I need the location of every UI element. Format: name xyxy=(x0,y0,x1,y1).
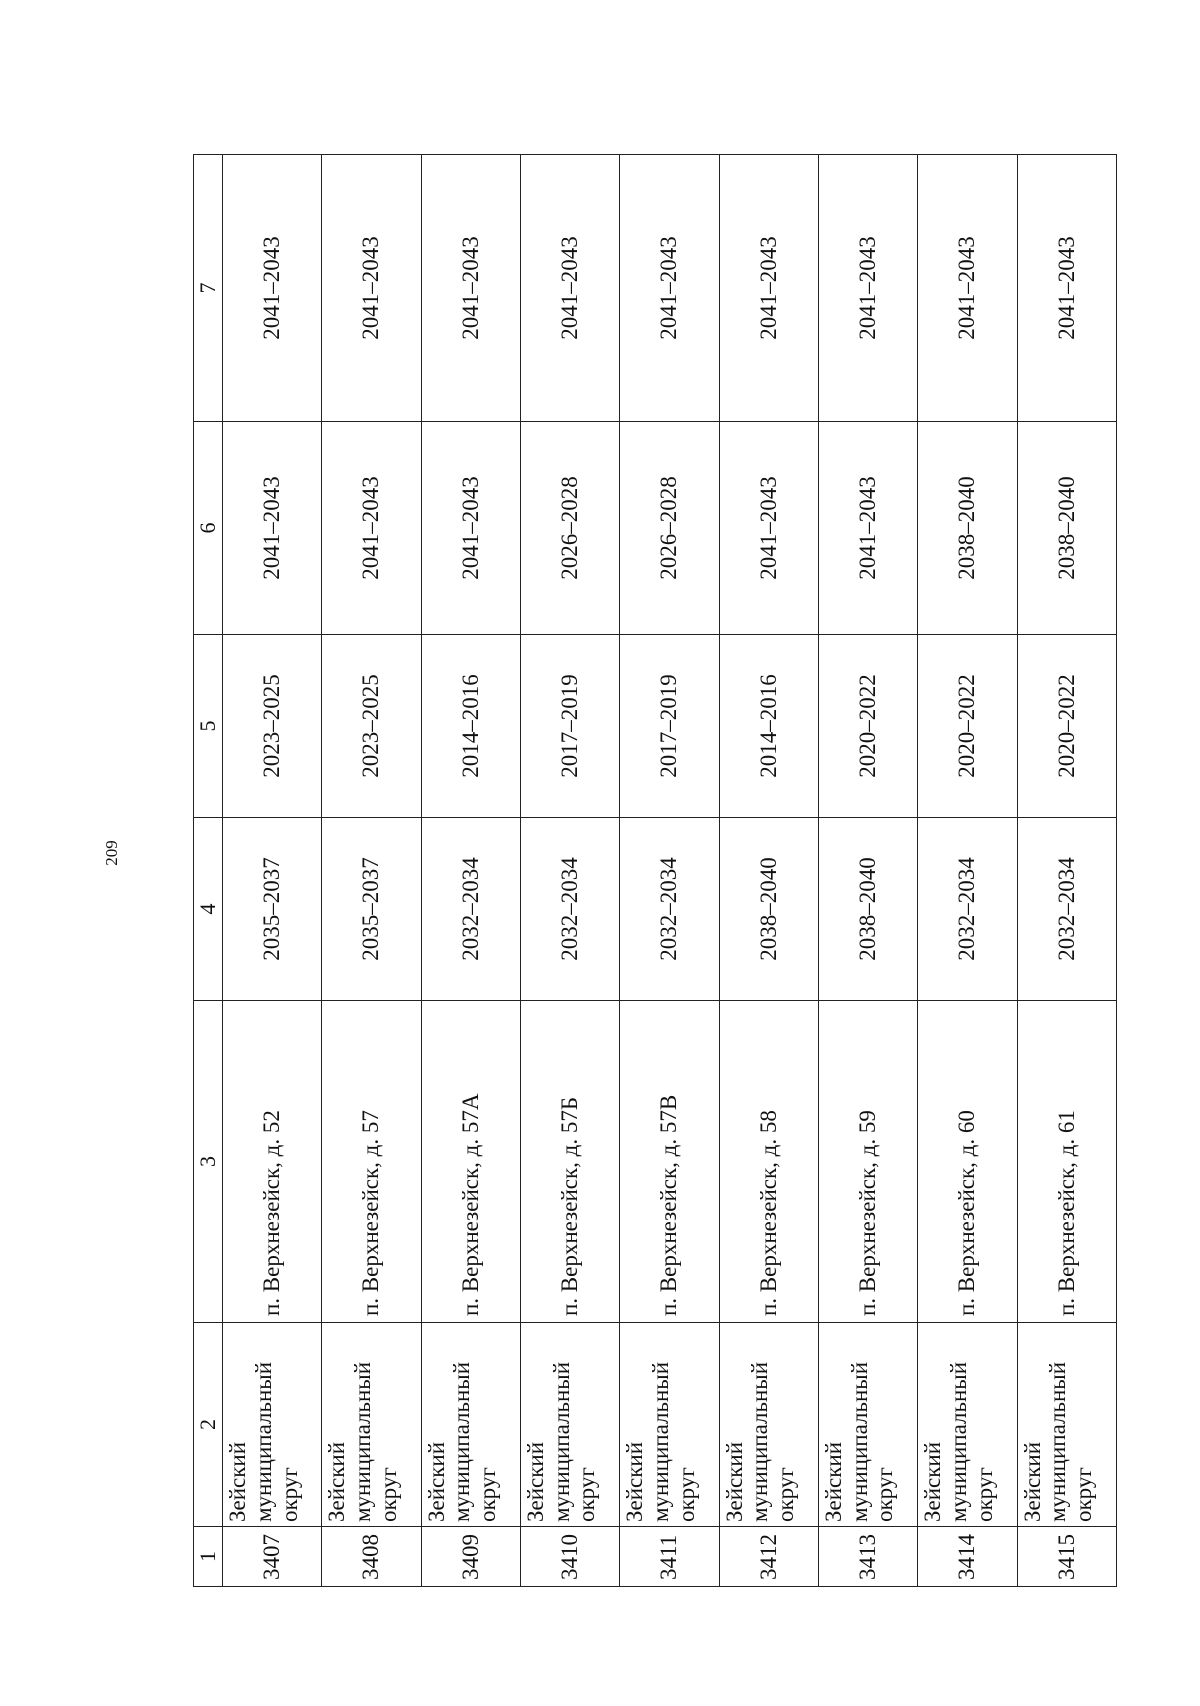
district-cell xyxy=(520,1323,619,1527)
district-line: Зейский xyxy=(225,1441,250,1522)
period-cell-col5: 2017–2019 xyxy=(620,635,719,818)
table-row xyxy=(918,155,1017,1587)
district-cell xyxy=(1017,1323,1116,1527)
period-cell-col6: 2041–2043 xyxy=(719,422,818,635)
period-cell-col7: 2041–2043 xyxy=(223,155,322,422)
district-line: Зейский xyxy=(1019,1441,1045,1522)
district-cell xyxy=(322,1323,421,1527)
period-cell-col6: 2041–2043 xyxy=(322,422,421,635)
district-line: округ xyxy=(276,1467,302,1522)
period-cell-col5: 2023–2025 xyxy=(223,635,322,818)
page-number: 209 xyxy=(102,840,121,866)
district-cell xyxy=(719,1323,818,1527)
district-line: округ xyxy=(375,1467,401,1522)
district-line: муниципальный xyxy=(1045,1361,1071,1522)
district-line: округ xyxy=(574,1467,600,1522)
district-line: муниципальный xyxy=(846,1361,872,1522)
district-cell xyxy=(818,1323,917,1527)
column-header: 5 xyxy=(194,635,223,818)
period-cell-col4: 2038–2040 xyxy=(818,818,917,1001)
address-cell: п. Верхнезейск, д. 59 xyxy=(818,1001,917,1323)
column-header: 2 xyxy=(194,1323,223,1527)
period-cell-col7: 2041–2043 xyxy=(818,155,917,422)
district-line: Зейский xyxy=(622,1441,648,1522)
district-line: муниципальный xyxy=(449,1361,475,1522)
district-line: Зейский xyxy=(721,1441,747,1522)
table-row xyxy=(620,155,719,1587)
table-row xyxy=(818,155,917,1587)
district-cell xyxy=(918,1323,1017,1527)
period-cell-col6: 2026–2028 xyxy=(620,422,719,635)
district-line: округ xyxy=(773,1467,799,1522)
data-table xyxy=(193,154,1117,1587)
row-number-cell: 3412 xyxy=(719,1527,818,1587)
address-cell: п. Верхнезейск, д. 60 xyxy=(918,1001,1017,1323)
period-cell-col5: 2020–2022 xyxy=(818,635,917,818)
table-row xyxy=(421,155,520,1587)
row-number-cell: 3415 xyxy=(1017,1527,1116,1587)
column-header: 4 xyxy=(194,818,223,1001)
row-number-cell: 3414 xyxy=(918,1527,1017,1587)
column-header: 3 xyxy=(194,1001,223,1323)
period-cell-col7: 2041–2043 xyxy=(918,155,1017,422)
period-cell-col5: 2017–2019 xyxy=(520,635,619,818)
district-line: Зейский xyxy=(522,1441,548,1522)
table-row xyxy=(520,155,619,1587)
period-cell-col7: 2041–2043 xyxy=(1017,155,1116,422)
address-cell: п. Верхнезейск, д. 61 xyxy=(1017,1001,1116,1323)
period-cell-col5: 2020–2022 xyxy=(918,635,1017,818)
period-cell-col7: 2041–2043 xyxy=(620,155,719,422)
district-line: муниципальный xyxy=(946,1361,972,1522)
district-line: округ xyxy=(1071,1467,1097,1522)
row-number-cell: 3411 xyxy=(620,1527,719,1587)
period-cell-col5: 2023–2025 xyxy=(322,635,421,818)
period-cell-col7: 2041–2043 xyxy=(421,155,520,422)
rotated-table-container xyxy=(193,155,1117,1587)
period-cell-col6: 2038–2040 xyxy=(1017,422,1116,635)
period-cell-col4: 2032–2034 xyxy=(918,818,1017,1001)
column-header: 1 xyxy=(194,1527,223,1587)
district-line: Зейский xyxy=(820,1441,846,1522)
row-number-cell: 3409 xyxy=(421,1527,520,1587)
period-cell-col6: 2026–2028 xyxy=(520,422,619,635)
period-cell-col7: 2041–2043 xyxy=(520,155,619,422)
period-cell-col4: 2032–2034 xyxy=(421,818,520,1001)
row-number-cell: 3407 xyxy=(223,1527,322,1587)
period-cell-col4: 2032–2034 xyxy=(1017,818,1116,1001)
period-cell-col5: 2014–2016 xyxy=(421,635,520,818)
period-cell-col6: 2041–2043 xyxy=(223,422,322,635)
address-cell: п. Верхнезейск, д. 57Б xyxy=(520,1001,619,1323)
address-cell: п. Верхнезейск, д. 58 xyxy=(719,1001,818,1323)
period-cell-col4: 2035–2037 xyxy=(322,818,421,1001)
table-row xyxy=(223,155,322,1587)
row-number-cell: 3408 xyxy=(322,1527,421,1587)
district-line: Зейский xyxy=(920,1441,946,1522)
header-row xyxy=(194,155,223,1587)
table-row xyxy=(1017,155,1116,1587)
address-cell: п. Верхнезейск, д. 57А xyxy=(421,1001,520,1323)
district-line: Зейский xyxy=(324,1441,350,1522)
district-cell xyxy=(223,1323,322,1527)
address-cell: п. Верхнезейск, д. 52 xyxy=(223,1001,322,1323)
district-line: муниципальный xyxy=(648,1361,674,1522)
table-row xyxy=(322,155,421,1587)
row-number-cell: 3413 xyxy=(818,1527,917,1587)
period-cell-col4: 2032–2034 xyxy=(620,818,719,1001)
period-cell-col7: 2041–2043 xyxy=(719,155,818,422)
district-cell xyxy=(421,1323,520,1527)
row-number-cell: 3410 xyxy=(520,1527,619,1587)
period-cell-col6: 2041–2043 xyxy=(421,422,520,635)
table-row xyxy=(719,155,818,1587)
period-cell-col4: 2035–2037 xyxy=(223,818,322,1001)
period-cell-col4: 2032–2034 xyxy=(520,818,619,1001)
district-line: муниципальный xyxy=(747,1361,773,1522)
district-line: округ xyxy=(673,1467,699,1522)
period-cell-col4: 2038–2040 xyxy=(719,818,818,1001)
district-cell xyxy=(620,1323,719,1527)
period-cell-col5: 2020–2022 xyxy=(1017,635,1116,818)
address-cell: п. Верхнезейск, д. 57В xyxy=(620,1001,719,1323)
period-cell-col5: 2014–2016 xyxy=(719,635,818,818)
period-cell-col6: 2038–2040 xyxy=(918,422,1017,635)
district-line: округ xyxy=(872,1467,898,1522)
district-line: муниципальный xyxy=(250,1361,276,1522)
district-line: округ xyxy=(475,1467,501,1522)
period-cell-col7: 2041–2043 xyxy=(322,155,421,422)
address-cell: п. Верхнезейск, д. 57 xyxy=(322,1001,421,1323)
column-header: 6 xyxy=(194,422,223,635)
district-line: муниципальный xyxy=(350,1361,376,1522)
column-header: 7 xyxy=(194,155,223,422)
district-line: муниципальный xyxy=(548,1361,574,1522)
district-line: округ xyxy=(971,1467,997,1522)
district-line: Зейский xyxy=(423,1441,449,1522)
period-cell-col6: 2041–2043 xyxy=(818,422,917,635)
